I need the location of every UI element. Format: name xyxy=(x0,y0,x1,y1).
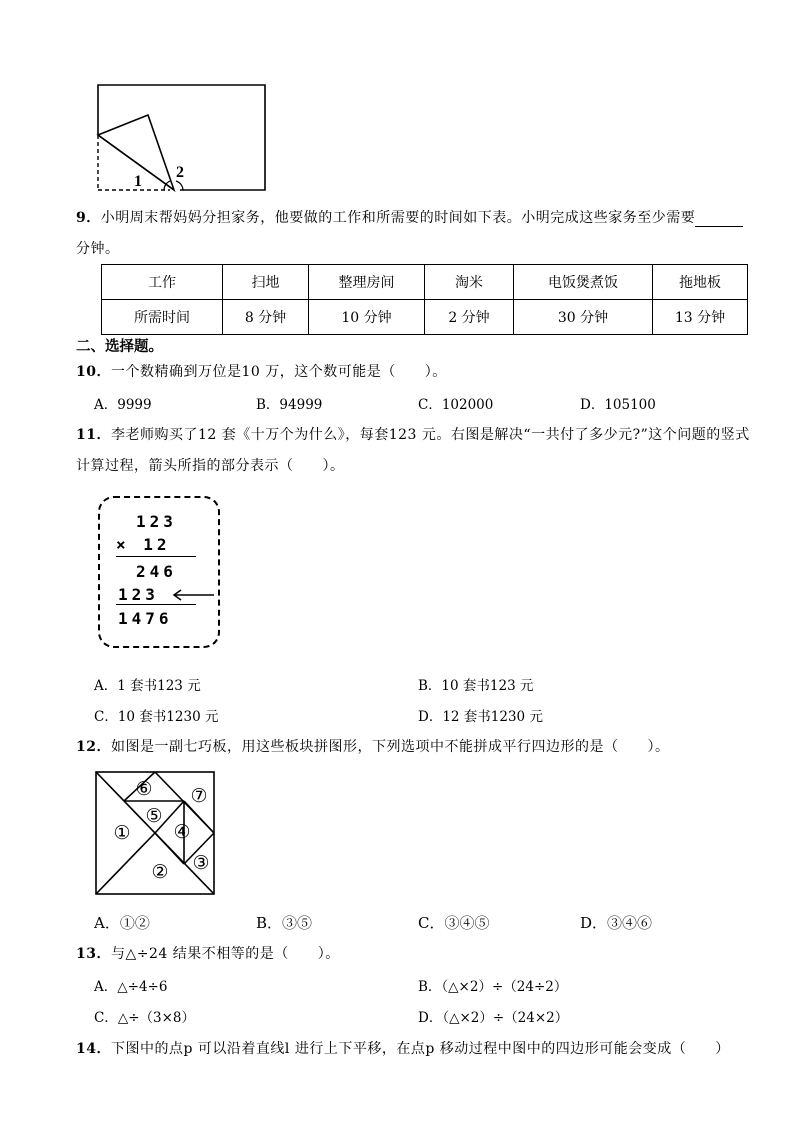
angle-label-2: 2 xyxy=(176,164,184,181)
q10-text xyxy=(76,361,447,381)
q13-number: 13． xyxy=(76,946,111,962)
section-title: 二、选择题。 xyxy=(76,339,163,355)
calc-multiplier-value: 12 xyxy=(143,535,171,554)
calc-product: 1476 xyxy=(118,609,173,628)
q13-option-d[interactable]: D．（△×2）÷（24×2） xyxy=(418,1010,569,1026)
q10-option-a[interactable]: A．9999 xyxy=(94,397,152,413)
table-cell: 工作 xyxy=(102,265,223,300)
q14-number: 14． xyxy=(76,1041,111,1057)
q9-text-line1 xyxy=(76,207,743,227)
q10-number: 10． xyxy=(76,364,111,380)
tangram-label-5: ⑤ xyxy=(145,805,163,827)
table-cell: 扫地 xyxy=(223,265,309,300)
q13-option-c[interactable]: C．△÷（3×8） xyxy=(94,1010,196,1026)
table-cell: 所需时间 xyxy=(102,300,223,335)
table-cell: 拖地板 xyxy=(653,265,748,300)
times-sign: × xyxy=(116,535,130,554)
q10-question: 一个数精确到万位是10 万，这个数可能是（ ）。 xyxy=(110,364,447,380)
table-row xyxy=(102,300,748,335)
tangram-label-1: ① xyxy=(113,822,131,844)
q11-option-d[interactable]: D．12 套书1230 元 xyxy=(418,709,543,725)
q12-number: 12． xyxy=(76,739,111,755)
q10-option-c[interactable]: C．102000 xyxy=(418,397,494,413)
angle-label-1: 1 xyxy=(134,173,142,190)
q11-text-line1 xyxy=(76,424,750,444)
q12-question: 如图是一副七巧板，用这些板块拼图形，下列选项中不能拼成平行四边形的是（ ）。 xyxy=(110,739,670,755)
q12-option-c[interactable]: C．③④⑤ xyxy=(418,914,490,932)
calc-line-multiplier xyxy=(116,535,171,554)
table-cell: 电饭煲煮饭 xyxy=(514,265,653,300)
calc-partial-product-1: 246 xyxy=(136,562,177,581)
q12-option-a[interactable]: A．①② xyxy=(94,914,150,932)
q10-option-b[interactable]: B．94999 xyxy=(256,397,323,413)
table-cell: 淘米 xyxy=(425,265,514,300)
table-cell: 13 分钟 xyxy=(653,300,748,335)
q11-option-c[interactable]: C．10 套书1230 元 xyxy=(94,709,219,725)
tangram-figure xyxy=(94,770,216,896)
q11-question: 李老师购买了12 套《十万个为什么》，每套123 元。右图是解决“一共付了多少元?”这个问题的竖式 xyxy=(110,427,750,443)
q9-answer-blank[interactable] xyxy=(695,212,743,227)
table-cell: 2 分钟 xyxy=(425,300,514,335)
tangram-label-4: ④ xyxy=(173,821,191,843)
arrow-left-icon xyxy=(170,588,216,602)
table-cell: 整理房间 xyxy=(309,265,425,300)
q13-option-b[interactable]: B．（△×2）÷（24÷2） xyxy=(418,979,568,995)
q13-question: 与△÷24 结果不相等的是（ ）。 xyxy=(110,946,340,962)
q11-text-line2: 计算过程，箭头所指的部分表示（ ）。 xyxy=(76,458,345,474)
table-row xyxy=(102,265,748,300)
calc-partial-product-2: 123 xyxy=(118,585,159,604)
q11-number: 11． xyxy=(76,427,111,443)
tangram-label-3: ③ xyxy=(192,852,210,874)
table-cell: 10 分钟 xyxy=(309,300,425,335)
q12-option-b[interactable]: B．③⑤ xyxy=(256,914,313,932)
q11-option-a[interactable]: A．1 套书123 元 xyxy=(94,678,201,694)
tangram-label-2: ② xyxy=(151,861,169,883)
q12-option-d[interactable]: D．③④⑥ xyxy=(580,914,653,932)
q9-question: 小明周末帮妈妈分担家务，他要做的工作和所需要的时间如下表。小明完成这些家务至少需要 xyxy=(100,210,696,226)
q14-text xyxy=(76,1038,730,1058)
q10-option-d[interactable]: D．105100 xyxy=(580,397,656,413)
q12-text xyxy=(76,736,669,756)
q9-number: 9． xyxy=(76,210,101,226)
fold-figure xyxy=(90,80,270,196)
tangram-label-7: ⑦ xyxy=(190,785,208,807)
chores-table xyxy=(101,264,748,335)
q9-text-line2: 分钟。 xyxy=(76,241,120,257)
q11-option-b[interactable]: B．10 套书123 元 xyxy=(418,678,534,694)
tangram-label-6: ⑥ xyxy=(135,778,153,800)
table-cell: 8 分钟 xyxy=(223,300,309,335)
q13-text xyxy=(76,943,340,963)
calc-rule-2 xyxy=(116,604,196,605)
calc-line-multiplicand: 123 xyxy=(136,512,177,531)
table-cell: 30 分钟 xyxy=(514,300,653,335)
calc-rule-1 xyxy=(116,556,196,557)
q14-question: 下图中的点p 可以沿着直线l 进行上下平移，在点p 移动过程中图中的四边形可能会变成（ ） xyxy=(110,1041,730,1057)
q13-option-a[interactable]: A．△÷4÷6 xyxy=(94,979,168,995)
